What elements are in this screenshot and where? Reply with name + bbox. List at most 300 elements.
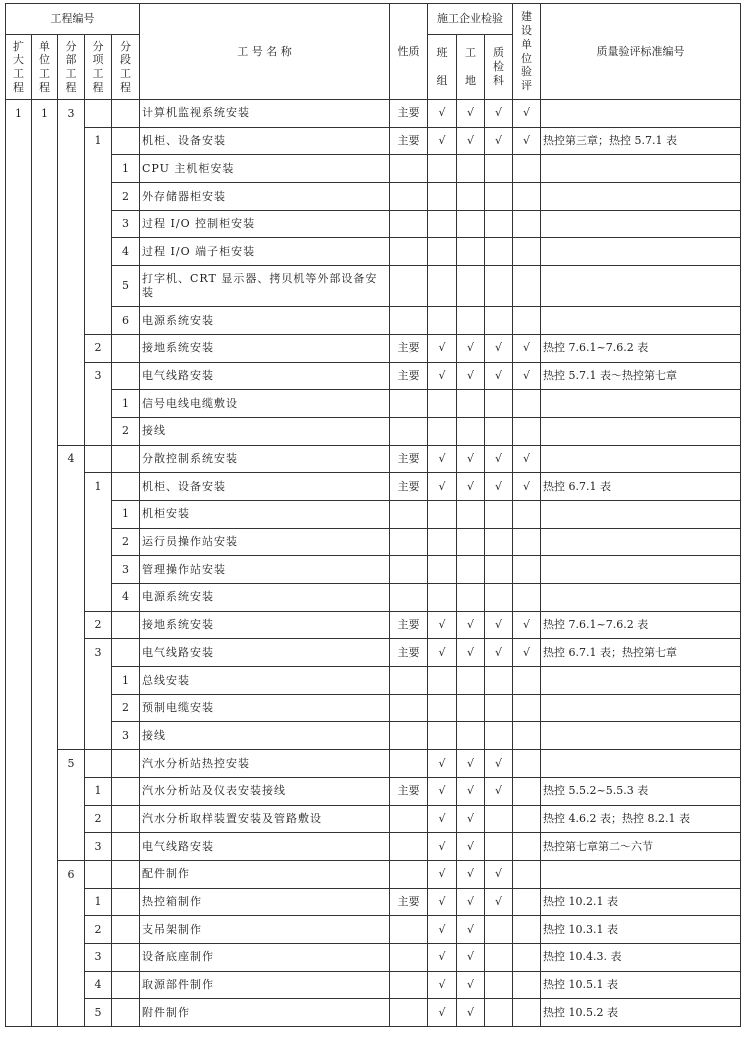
team-check: √ [428,473,457,501]
site-check: √ [457,100,485,128]
owner-check: √ [513,362,541,390]
standard-cell [541,390,741,418]
unit-cell [32,238,58,266]
subitem-cell [85,556,112,584]
division-cell [58,999,85,1027]
table-row [6,417,741,445]
section-cell [112,750,140,778]
standard-cell: 热控 6.7.1 表 [541,473,741,501]
division-cell [58,390,85,418]
owner-check [513,916,541,944]
subitem-cell [85,183,112,211]
subitem-cell: 1 [85,888,112,916]
section-cell [112,999,140,1027]
standard-cell [541,266,741,307]
owner-check [513,500,541,528]
table-row [6,999,741,1027]
nature-cell [390,999,428,1027]
team-check: √ [428,860,457,888]
unit-cell [32,639,58,667]
standard-cell [541,238,741,266]
subitem-cell [85,238,112,266]
section-cell: 5 [112,266,140,307]
header-quality-dept: 质 检 科 [485,35,513,100]
nature-cell [390,500,428,528]
subitem-cell [85,694,112,722]
unit-cell [32,722,58,750]
nature-cell [390,916,428,944]
standard-cell: 热控第七章第二～六节 [541,833,741,861]
expansion-cell [6,971,32,999]
table-row [6,238,741,266]
team-check: √ [428,611,457,639]
table-row [6,943,741,971]
project-name-cell: 接线 [140,722,390,750]
quality-check [485,584,513,612]
expansion-cell [6,777,32,805]
expansion-cell [6,860,32,888]
unit-cell [32,362,58,390]
header-contractor-inspection: 施工企业检验 [428,4,513,35]
division-cell [58,694,85,722]
site-check: √ [457,445,485,473]
team-check [428,266,457,307]
team-check: √ [428,999,457,1027]
owner-check [513,999,541,1027]
site-check: √ [457,805,485,833]
section-cell [112,916,140,944]
site-check: √ [457,999,485,1027]
nature-cell [390,584,428,612]
expansion-cell [6,639,32,667]
header-standard-number: 质量验评标准编号 [541,4,741,100]
site-check [457,210,485,238]
site-check: √ [457,639,485,667]
section-cell [112,805,140,833]
quality-check [485,667,513,695]
nature-cell: 主要 [390,639,428,667]
project-name-cell: 机柜、设备安装 [140,473,390,501]
expansion-cell [6,445,32,473]
owner-check [513,584,541,612]
division-cell [58,888,85,916]
expansion-cell [6,943,32,971]
unit-cell [32,127,58,155]
division-cell [58,473,85,501]
standard-cell [541,445,741,473]
expansion-cell [6,999,32,1027]
unit-cell [32,667,58,695]
team-check [428,307,457,335]
project-name-cell: 汽水分析取样装置安装及管路敷设 [140,805,390,833]
unit-cell [32,210,58,238]
standard-cell: 热控第三章；热控 5.7.1 表 [541,127,741,155]
nature-cell: 主要 [390,777,428,805]
standard-cell: 热控 4.6.2 表；热控 8.2.1 表 [541,805,741,833]
subitem-cell: 3 [85,943,112,971]
section-cell [112,833,140,861]
unit-cell [32,611,58,639]
division-cell [58,722,85,750]
owner-check: √ [513,334,541,362]
subitem-cell: 3 [85,362,112,390]
team-check [428,500,457,528]
header-site: 工 地 [457,35,485,100]
nature-cell [390,971,428,999]
standard-cell: 热控 7.6.1~7.6.2 表 [541,611,741,639]
quality-check: √ [485,888,513,916]
expansion-cell [6,611,32,639]
division-cell [58,238,85,266]
quality-check: √ [485,445,513,473]
division-cell [58,362,85,390]
project-name-cell: 预制电缆安装 [140,694,390,722]
quality-check [485,943,513,971]
standard-cell: 热控 10.4.3. 表 [541,943,741,971]
owner-check [513,390,541,418]
expansion-cell [6,528,32,556]
section-cell: 6 [112,307,140,335]
header-division-project: 分 部 工 程 [58,35,85,100]
nature-cell: 主要 [390,100,428,128]
unit-cell [32,390,58,418]
owner-check [513,155,541,183]
table-row [6,667,741,695]
subitem-cell [85,210,112,238]
division-cell [58,916,85,944]
subitem-cell: 2 [85,916,112,944]
site-check [457,238,485,266]
quality-check [485,971,513,999]
site-check [457,266,485,307]
table-row [6,210,741,238]
nature-cell [390,390,428,418]
project-name-cell: 分散控制系统安装 [140,445,390,473]
nature-cell [390,750,428,778]
team-check: √ [428,916,457,944]
quality-check [485,390,513,418]
quality-check: √ [485,750,513,778]
team-check: √ [428,100,457,128]
subitem-cell: 1 [85,777,112,805]
section-cell [112,445,140,473]
subitem-cell [85,722,112,750]
quality-check: √ [485,639,513,667]
nature-cell: 主要 [390,473,428,501]
standard-cell: 热控 5.5.2~5.5.3 表 [541,777,741,805]
division-cell [58,556,85,584]
standard-cell [541,584,741,612]
standard-cell [541,722,741,750]
project-name-cell: 附件制作 [140,999,390,1027]
quality-check: √ [485,100,513,128]
table-row [6,916,741,944]
site-check: √ [457,777,485,805]
team-check [428,722,457,750]
project-name-cell: 取源部件制作 [140,971,390,999]
table-row [6,155,741,183]
unit-cell [32,584,58,612]
nature-cell: 主要 [390,611,428,639]
table-row [6,100,741,128]
table-row [6,805,741,833]
nature-cell: 主要 [390,127,428,155]
expansion-cell [6,266,32,307]
owner-check: √ [513,611,541,639]
section-cell [112,362,140,390]
owner-check [513,307,541,335]
owner-check [513,238,541,266]
table-row [6,500,741,528]
site-check [457,390,485,418]
standard-cell: 热控 10.5.1 表 [541,971,741,999]
subitem-cell: 5 [85,999,112,1027]
expansion-cell: 1 [6,100,32,128]
quality-check: √ [485,362,513,390]
expansion-cell [6,556,32,584]
owner-check [513,556,541,584]
header-row-1 [6,4,741,35]
quality-check: √ [485,611,513,639]
division-cell [58,210,85,238]
expansion-cell [6,417,32,445]
section-cell: 3 [112,722,140,750]
team-check [428,183,457,211]
quality-check [485,805,513,833]
quality-check: √ [485,127,513,155]
table-row [6,888,741,916]
team-check: √ [428,888,457,916]
section-cell: 4 [112,584,140,612]
quality-check: √ [485,777,513,805]
standard-cell [541,183,741,211]
table-row [6,639,741,667]
owner-check [513,805,541,833]
project-name-cell: 电气线路安装 [140,362,390,390]
unit-cell [32,266,58,307]
subitem-cell: 1 [85,473,112,501]
project-name-cell: 电源系统安装 [140,584,390,612]
project-name-cell: 电气线路安装 [140,833,390,861]
expansion-cell [6,584,32,612]
unit-cell: 1 [32,100,58,128]
division-cell [58,833,85,861]
team-check [428,667,457,695]
division-cell [58,943,85,971]
owner-check [513,210,541,238]
table-row [6,694,741,722]
header-team: 班 组 [428,35,457,100]
standard-cell: 热控 6.7.1 表；热控第七章 [541,639,741,667]
division-cell [58,334,85,362]
nature-cell: 主要 [390,362,428,390]
project-name-cell: 打字机、CRT 显示器、拷贝机等外部设备安装 [140,266,390,307]
unit-cell [32,750,58,778]
unit-cell [32,473,58,501]
subitem-cell [85,390,112,418]
table-row [6,183,741,211]
team-check: √ [428,445,457,473]
division-cell: 6 [58,860,85,888]
site-check [457,417,485,445]
owner-check: √ [513,639,541,667]
nature-cell [390,210,428,238]
owner-check: √ [513,445,541,473]
table-row [6,528,741,556]
nature-cell [390,238,428,266]
quality-check [485,722,513,750]
unit-cell [32,334,58,362]
table-row [6,833,741,861]
nature-cell [390,417,428,445]
site-check: √ [457,127,485,155]
unit-cell [32,805,58,833]
section-cell [112,127,140,155]
header-project-name: 工 号 名 称 [140,4,390,100]
owner-check [513,888,541,916]
unit-cell [32,888,58,916]
standard-cell: 热控 10.2.1 表 [541,888,741,916]
standard-cell [541,694,741,722]
table-row [6,722,741,750]
expansion-cell [6,390,32,418]
unit-cell [32,155,58,183]
subitem-cell [85,445,112,473]
subitem-cell [85,860,112,888]
team-check [428,390,457,418]
unit-cell [32,445,58,473]
table-row [6,556,741,584]
team-check [428,238,457,266]
table-row [6,362,741,390]
section-cell: 1 [112,155,140,183]
expansion-cell [6,750,32,778]
unit-cell [32,528,58,556]
subitem-cell: 3 [85,639,112,667]
table-row [6,584,741,612]
expansion-cell [6,722,32,750]
owner-check [513,528,541,556]
project-name-cell: 配件制作 [140,860,390,888]
project-name-cell: 管理操作站安装 [140,556,390,584]
team-check [428,417,457,445]
expansion-cell [6,916,32,944]
header-subitem-project: 分 项 工 程 [85,35,112,100]
team-check [428,584,457,612]
quality-check [485,528,513,556]
site-check [457,155,485,183]
site-check: √ [457,334,485,362]
section-cell [112,888,140,916]
section-cell [112,860,140,888]
nature-cell [390,183,428,211]
quality-check [485,556,513,584]
table-row [6,750,741,778]
quality-check [485,183,513,211]
owner-check: √ [513,127,541,155]
site-check [457,584,485,612]
expansion-cell [6,127,32,155]
expansion-cell [6,694,32,722]
expansion-cell [6,238,32,266]
header-nature: 性质 [390,4,428,100]
site-check: √ [457,611,485,639]
subitem-cell: 2 [85,611,112,639]
owner-check [513,971,541,999]
section-cell: 2 [112,528,140,556]
site-check: √ [457,971,485,999]
team-check: √ [428,334,457,362]
project-name-cell: 信号电线电缆敷设 [140,390,390,418]
standard-cell: 热控 5.7.1 表～热控第七章 [541,362,741,390]
nature-cell [390,694,428,722]
owner-check [513,694,541,722]
project-name-cell: 热控箱制作 [140,888,390,916]
standard-cell [541,307,741,335]
team-check: √ [428,750,457,778]
subitem-cell: 3 [85,833,112,861]
quality-check [485,155,513,183]
expansion-cell [6,155,32,183]
section-cell: 1 [112,500,140,528]
site-check [457,307,485,335]
team-check [428,556,457,584]
standard-cell: 热控 10.3.1 表 [541,916,741,944]
table-row [6,445,741,473]
subitem-cell [85,155,112,183]
section-cell: 3 [112,210,140,238]
header-owner-inspection: 建 设 单 位 验 评 [513,4,541,100]
unit-cell [32,971,58,999]
table-row [6,266,741,307]
division-cell: 4 [58,445,85,473]
team-check [428,694,457,722]
division-cell [58,528,85,556]
table-row [6,971,741,999]
owner-check [513,667,541,695]
expansion-cell [6,500,32,528]
section-cell [112,943,140,971]
header-section-project: 分 段 工 程 [112,35,140,100]
owner-check [513,860,541,888]
subitem-cell [85,528,112,556]
owner-check [513,417,541,445]
nature-cell [390,266,428,307]
section-cell [112,611,140,639]
table-row [6,334,741,362]
section-cell: 3 [112,556,140,584]
standard-cell [541,528,741,556]
division-cell [58,500,85,528]
site-check [457,500,485,528]
quality-check [485,307,513,335]
section-cell [112,777,140,805]
site-check: √ [457,473,485,501]
project-name-cell: 汽水分析站及仪表安装接线 [140,777,390,805]
team-check [428,155,457,183]
division-cell [58,639,85,667]
unit-cell [32,999,58,1027]
standard-cell [541,667,741,695]
quality-check: √ [485,860,513,888]
section-cell [112,639,140,667]
header-engineering-number: 工程编号 [6,4,140,35]
team-check: √ [428,777,457,805]
expansion-cell [6,307,32,335]
quality-check [485,210,513,238]
nature-cell: 主要 [390,888,428,916]
nature-cell [390,860,428,888]
